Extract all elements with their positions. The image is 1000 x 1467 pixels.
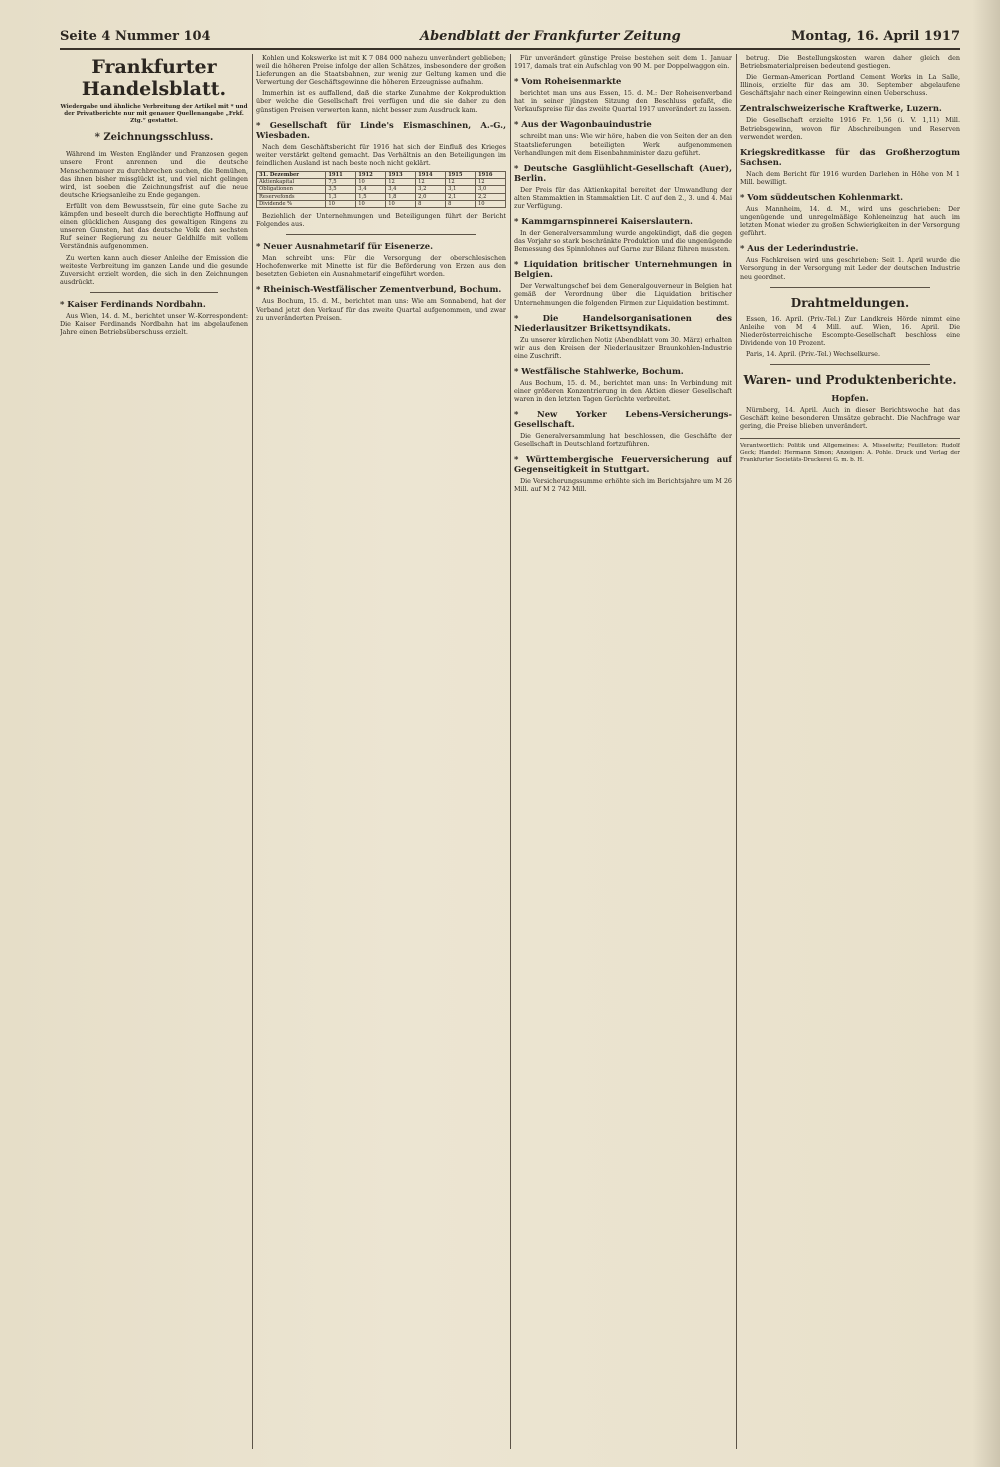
reprint-notice: Wiedergabe und ähnliche Verbreitung der Artikel mit * und der Privatberichte nur mit genauer Quellenangabe „Frkf. Ztg.“ gestattet. — [60, 104, 248, 124]
article-heading: * Gesellschaft für Linde's Eismaschinen, A.-G., Wiesbaden. — [256, 119, 506, 140]
table-header-cell: 1911 — [326, 171, 356, 178]
article-paragraph: Aus Bochum, 15. d. M., berichtet man uns: Wie am Sonnabend, hat der Verband jetzt den Verkauf für das zweite Quartal aufgenommen, und zwar zu unveränderten Preisen. — [256, 297, 506, 322]
table-cell: 10 — [476, 200, 506, 207]
column-rule-2 — [510, 54, 511, 1449]
financial-table — [256, 171, 506, 208]
article-heading: * Neuer Ausnahmetarif für Eisenerze. — [256, 241, 433, 252]
article-heading: * Aus der Lederindustrie. — [740, 243, 859, 254]
article-heading: * Kaiser Ferdinands Nordbahn. — [60, 298, 206, 309]
exchange-rates-title: Paris, 14. April. (Priv.-Tel.) Wechselkurse. — [746, 349, 880, 358]
table-header-cell: 1915 — [446, 171, 476, 178]
article-heading: * Vom Roheisenmarkte — [514, 76, 622, 87]
table-cell: 1,5 — [356, 193, 386, 200]
article-paragraph: In der Generalversammlung wurde angekündigt, daß die gegen das Vorjahr so stark beschränkte Produktion und die ungenügende Bemessung des Spinnlohnes auf Garne zur Bilanz führen mussten. — [514, 229, 732, 254]
article-heading: * Westfälische Stahlwerke, Bochum. — [514, 365, 684, 376]
table-cell: 1,3 — [326, 193, 356, 200]
article-heading: * Württembergische Feuerversicherung auf Gegenseitigkeit in Stuttgart. — [514, 454, 732, 475]
page-edge-shadow — [972, 0, 1000, 1467]
table-cell: 8 — [416, 200, 446, 207]
table-row — [257, 179, 506, 186]
table-header-cell: 1914 — [416, 171, 446, 178]
article-paragraph: Der Preis für das Aktienkapital bereitet der Umwandlung der alten Stammaktien in Stammaktien Lit. C auf den 2., 3. und 4. Mai zur Verfügung. — [514, 185, 732, 210]
article-paragraph: Für unverändert günstige Preise bestehen seit dem 1. Januar 1917, damals trat ein Aufschlag von 90 M. per Doppelwaggon ein. — [514, 54, 732, 71]
column-1 — [60, 54, 248, 1454]
article-heading: * Zeichnungsschluss. — [94, 132, 214, 144]
table-cell: 12 — [386, 179, 416, 186]
article-paragraph: Zu werten kann auch dieser Anleihe der Emission die weiteste Verbreitung im ganzen Lande und die gesunde Zuversicht erzielt worden, die sich in den Zeichnungen ausdrückt. — [60, 253, 248, 286]
table-cell: Dividende % — [257, 200, 326, 207]
section-separator — [770, 364, 930, 365]
column-2 — [256, 54, 506, 1454]
table-cell: 3,5 — [326, 186, 356, 193]
table-cell: Obligationen — [257, 186, 326, 193]
article-heading: Kriegskreditkasse für das Großherzogtum Sachsen. — [740, 146, 960, 167]
article-paragraph: Der Verwaltungschef bei dem Generalgouverneur in Belgien hat gemäß der Verordnung über die Liquidation britischer Unternehmungen die folgenden Firmen zur Liquidation bestimmt. — [514, 282, 732, 307]
article-heading: * Rheinisch-Westfälischer Zementverbund, Bochum. — [256, 284, 502, 295]
article-paragraph: Man schreibt uns: Für die Versorgung der oberschlesischen Hochofenwerke mit Minette ist für die Beförderung von Erzen aus den besetzten Gebieten ein Ausnahmetarif eingeführt worden. — [256, 254, 506, 279]
article-heading: * Kammgarnspinnerei Kaiserslautern. — [514, 216, 693, 227]
table-cell: Aktienkapital — [257, 179, 326, 186]
article-separator — [286, 234, 476, 235]
subsection-heading: Hopfen. — [831, 393, 869, 404]
article-paragraph: Immerhin ist es auffallend, daß die starke Zunahme der Kokproduktion über welche die Gesellschaft frei verfügen und die sie daher zu den günstigen Preisen verwerten kann, nicht besser zum Ausdruck kam. — [256, 89, 506, 114]
article-paragraph: Die Versicherungssumme erhöhte sich im Berichtsjahre um M 26 Mill. auf M 2 742 Mill. — [514, 477, 732, 494]
table-cell: 8 — [446, 200, 476, 207]
article-paragraph: Die Generalversammlung hat beschlossen, die Geschäfte der Gesellschaft in Deutschland fortzuführen. — [514, 432, 732, 449]
article-paragraph: Während im Westen Engländer und Franzosen gegen unsere Front anrennen und die deutsche Menschenmauer zu durchbrechen suchen, die Bemühen, das ihnen bisher missglückt ist, und viel nicht gelingen wird, ist soeben die Zeichnungsfrist auf die neue deutsche Kriegsanleihe zu Ende gegangen. — [60, 150, 248, 199]
table-header-cell: 1913 — [386, 171, 416, 178]
section-heading: Waren- und Produktenberichte. — [743, 373, 957, 388]
article-heading: * Vom süddeutschen Kohlenmarkt. — [740, 191, 904, 202]
table-cell: 10 — [356, 179, 386, 186]
newspaper-title: Abendblatt der Frankfurter Zeitung — [420, 29, 681, 44]
article-separator — [90, 292, 218, 293]
article-paragraph: betrug. Die Bestellungskosten waren daher gleich den Betriebsmaterialpreisen bedeutend gestiegen. — [740, 54, 960, 71]
table-cell: 10 — [326, 200, 356, 207]
article-paragraph: Die Gesellschaft erzielte 1916 Fr. 1,56 (i. V. 1,11) Mill. Betriebsgewinn, wovon für Abschreibungen und Reserven verwendet werden. — [740, 116, 960, 141]
imprint-footer: Verantwortlich: Politik und Allgemeines: A. Misselwitz; Feuilleton: Rudolf Geck; Handel: Hermann Simon; Anzeigen: A. Pohle. Druck und Verlag der Frankfurter Societäts-Druckerei G. m. b. H. — [740, 438, 960, 464]
table-cell: 2,1 — [446, 193, 476, 200]
article-paragraph: Nach dem Geschäftsbericht für 1916 hat sich der Einfluß des Krieges weiter verstärkt geltend gemacht. Das Verhältnis an den Beteiligungen im feindlichen Ausland ist nach beste noch nicht geklärt. — [256, 142, 506, 167]
article-paragraph: Kohlen und Kokswerke ist mit K 7 084 000 nahezu unverändert geblieben; weil die höheren Preise infolge der allen Schätzes, insbesondere der großen Lieferungen an die Staatsbahnen, zur wenig zur Geltung kamen und die Verwertung der Geschäftsgewinne die höheren Erzeugnisse aufnahm. — [256, 54, 506, 87]
section-heading: Drahtmeldungen. — [790, 295, 910, 310]
table-cell: 12 — [476, 179, 506, 186]
article-paragraph: Nürnberg, 14. April. Auch in dieser Berichtswoche hat das Geschäft keine besonderen Umsätze gebracht. Die Nachfrage war gering, die Preise blieben unverändert. — [740, 406, 960, 431]
table-row — [257, 193, 506, 200]
table-cell: 3,0 — [476, 186, 506, 193]
article-paragraph: Aus Bochum, 15. d. M., berichtet man uns: In Verbindung mit einer größeren Konzentrierung in den Aktien dieser Gesellschaft waren in den letzten Tagen Gerüchte verbreitet. — [514, 378, 732, 404]
article-paragraph: berichtet man uns aus Essen, 15. d. M.: Der Roheisenverband hat in seiner jüngsten Sitzung den Beschluss gefaßt, die Verkaufspreise für das zweite Quartal 1917 unverändert zu lassen. — [514, 89, 732, 114]
issue-date: Montag, 16. April 1917 — [791, 29, 960, 44]
table-cell: 3,2 — [416, 186, 446, 193]
table-cell: 12 — [416, 179, 446, 186]
article-heading: * Liquidation britischer Unternehmungen in Belgien. — [514, 259, 732, 280]
article-paragraph: Aus Fachkreisen wird uns geschrieben: Seit 1. April wurde die Versorgung in der Versorgung mit Leder der deutschen Industrie neu geordnet. — [740, 256, 960, 281]
article-paragraph: Nach dem Bericht für 1916 wurden Darlehen in Höhe von M 1 Mill. bewilligt. — [740, 169, 960, 186]
article-paragraph: Beziehlich der Unternehmungen und Beteiligungen führt der Bericht Folgendes aus. — [256, 211, 506, 229]
article-paragraph: Aus Wien, 14. d. M., berichtet unser W.-Korrespondent: Die Kaiser Ferdinands Nordbahn hat im abgelaufenen Jahre einen Betriebsüberschuss erzielt. — [60, 311, 248, 337]
table-cell: 1,8 — [386, 193, 416, 200]
table-row — [257, 200, 506, 207]
article-heading: * Die Handelsorganisationen des Niederlausitzer Brikettsyndikats. — [514, 312, 732, 333]
table-header-row — [257, 171, 506, 178]
table-cell: 12 — [446, 179, 476, 186]
table-cell: 3,4 — [356, 186, 386, 193]
page-number: Seite 4 Nummer 104 — [60, 29, 211, 44]
table-row — [257, 186, 506, 193]
article-paragraph: Erfüllt von dem Bewusstsein, für eine gute Sache zu kämpfen und beseelt durch die berechtigte Hoffnung auf einen glücklichen Ausgang des gewaltigen Ringens zu unseren Gunsten, hat das deutsche Volk den sechsten Ruf seiner Regierung zu neuer Geldhilfe mit vollem Verständnis aufgenommen. — [60, 201, 248, 251]
page-header — [60, 26, 960, 50]
article-paragraph: Zu unserer kürzlichen Notiz (Abendblatt vom 30. März) erhalten wir aus den Kreisen der Niederlausitzer Braunkohlen-Industrie eine Zuschrift. — [514, 335, 732, 360]
table-cell: 10 — [356, 200, 386, 207]
table-header-cell: 31. Dezember — [257, 171, 326, 178]
table-cell: 3,4 — [386, 186, 416, 193]
column-rule-1 — [252, 54, 253, 1449]
column-4 — [740, 54, 960, 1454]
section-separator — [770, 287, 930, 288]
article-paragraph: Aus Mannheim, 14. d. M., wird uns geschrieben: Der ungenügende und unregelmäßige Kohleneinzug hat auch im letzten Monat wieder zu großen Schwierigkeiten in der Versorgung geführt. — [740, 204, 960, 238]
table-cell: 2,0 — [416, 193, 446, 200]
article-paragraph: Essen, 16. April. (Priv.-Tel.) Zur Landkreis Hörde nimmt eine Anleihe von M 4 Mill. auf. Wien, 16. April. Die Niederösterreichische Escompte-Gesellschaft beschloss eine Dividende von 10 Prozent. — [740, 314, 960, 347]
table-header-cell: 1912 — [356, 171, 386, 178]
article-heading: * New Yorker Lebens-Versicherungs-Gesellschaft. — [514, 409, 732, 430]
article-heading: * Aus der Wagonbauindustrie — [514, 119, 652, 130]
table-cell: 7,5 — [326, 179, 356, 186]
table-cell: 2,2 — [476, 193, 506, 200]
column-3 — [514, 54, 732, 1454]
section-masthead: Frankfurter Handelsblatt. — [81, 56, 227, 100]
article-heading: Zentralschweizerische Kraftwerke, Luzern. — [740, 103, 942, 114]
table-cell: 3,1 — [446, 186, 476, 193]
table-header-cell: 1916 — [476, 171, 506, 178]
article-paragraph: Die German-American Portland Cement Works in La Salle, Illinois, erzielte für das am 30. September abgelaufene Geschäftsjahr nach einer Reingewinn einen Ueberschuss. — [740, 73, 960, 98]
column-rule-3 — [736, 54, 737, 1449]
table-cell: Reservefonds — [257, 193, 326, 200]
article-paragraph: schreibt man uns: Wie wir höre, haben die von Seiten der an den Staatslieferungen beteiligten Werk aufgenommenen Verhandlungen mit dem Eisenbahnminister dazu geführt. — [514, 132, 732, 157]
article-heading: * Deutsche Gasglühlicht-Gesellschaft (Auer), Berlin. — [514, 162, 732, 183]
table-cell: 10 — [386, 200, 416, 207]
